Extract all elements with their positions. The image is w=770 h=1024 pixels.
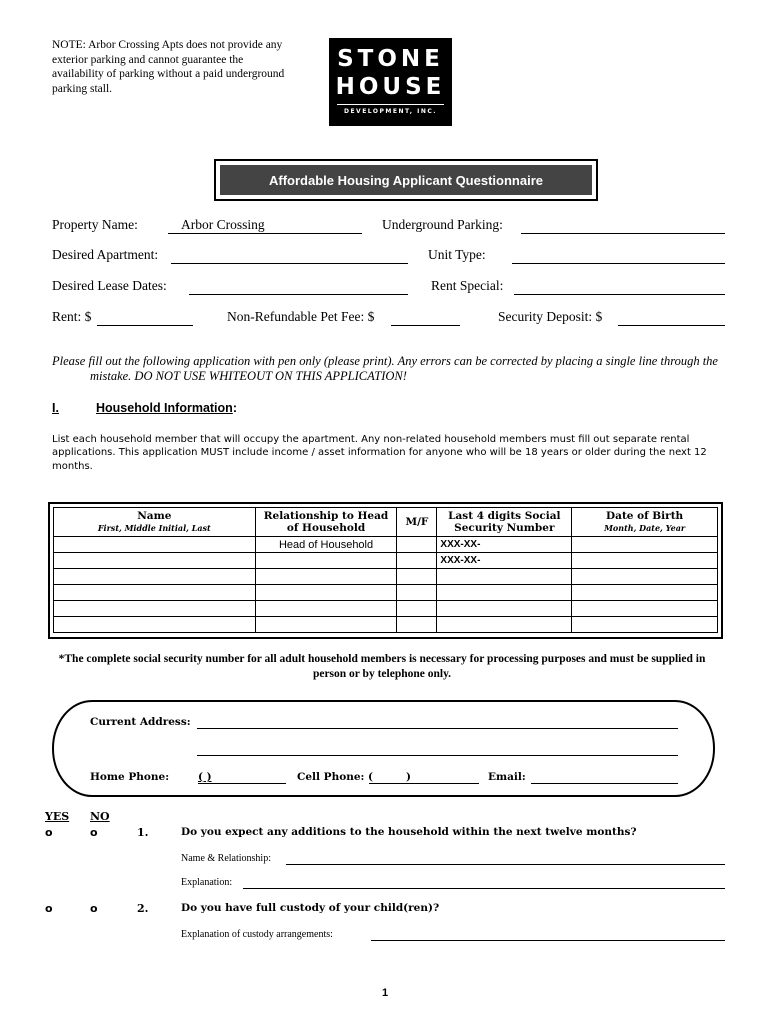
cell-relationship[interactable] (255, 601, 397, 617)
yes-header: YES (45, 810, 70, 823)
household-instructions: List each household member that will occupy the apartment. Any non-related household members must fill out separate rental applications. This application MUST include income / asset information for anyone who will be 18 years or older during the next 12 months. (52, 434, 707, 472)
cell-name[interactable] (54, 569, 256, 585)
table-header-row (54, 508, 718, 537)
cell-phone-label: Cell Phone: ( (297, 771, 374, 783)
header-relationship: Relationship to Head of Household (255, 508, 397, 537)
q1-explanation-label: Explanation: (181, 877, 233, 888)
cell-dob[interactable] (572, 617, 718, 633)
logo-divider (337, 104, 444, 105)
table-row (54, 537, 718, 553)
current-address-field-2[interactable] (197, 755, 678, 756)
table-row (54, 569, 718, 585)
q2-text: Do you have full custody of your child(ren)? (181, 902, 440, 914)
q1-yes-option[interactable]: o (45, 826, 53, 839)
q1-name-relationship-field[interactable] (286, 864, 725, 865)
cell-relationship[interactable] (255, 569, 397, 585)
underground-parking-field[interactable] (521, 233, 725, 234)
ssn-note: *The complete social security number for all adult household members is necessary for processing purposes and must be supplied in person or by telephone only. (58, 653, 706, 680)
rent-special-field[interactable] (514, 294, 725, 295)
cell-dob[interactable] (572, 601, 718, 617)
q2-explanation-label: Explanation of custody arrangements: (181, 929, 333, 940)
cell-ssn[interactable]: XXX-XX- (437, 553, 572, 569)
table-row (54, 617, 718, 633)
parking-note: NOTE: Arbor Crossing Apts does not provide any exterior parking and cannot guarantee the availability of parking without a paid underground parking stall. (52, 39, 285, 95)
cell-name[interactable] (54, 537, 256, 553)
table-row (54, 553, 718, 569)
logo-line-1: STONE (337, 46, 444, 72)
rent-field[interactable] (97, 325, 193, 326)
no-header: NO (90, 810, 110, 823)
home-phone-label: Home Phone: (90, 771, 170, 783)
cell-ssn[interactable]: XXX-XX- (437, 537, 572, 553)
logo-line-2: HOUSE (335, 74, 446, 100)
rent-special-label: Rent Special: (431, 278, 504, 293)
pet-fee-field[interactable] (391, 325, 460, 326)
cell-ssn[interactable] (437, 585, 572, 601)
section-number: I. (52, 401, 59, 415)
header-name-sub: First, Middle Initial, Last (97, 523, 211, 533)
cell-name[interactable] (54, 617, 256, 633)
household-table (53, 507, 718, 633)
header-name (54, 508, 256, 537)
logo-line-3: DEVELOPMENT, INC. (343, 108, 438, 115)
cell-name[interactable] (54, 601, 256, 617)
cell-ssn[interactable] (437, 617, 572, 633)
cell-relationship[interactable] (255, 585, 397, 601)
header-dob (572, 508, 718, 537)
cell-dob[interactable] (572, 537, 718, 553)
q1-no-option[interactable]: o (90, 826, 98, 839)
header-dob-label: Date of Birth (606, 510, 684, 522)
security-deposit-field[interactable] (618, 325, 725, 326)
cell-relationship[interactable] (255, 617, 397, 633)
q1-explanation-field[interactable] (243, 888, 725, 889)
cell-ssn[interactable] (437, 569, 572, 585)
q2-yes-option[interactable]: o (45, 902, 53, 915)
cell-mf[interactable] (397, 601, 437, 617)
cell-mf[interactable] (397, 569, 437, 585)
property-name-label: Property Name: (52, 217, 138, 232)
header-mf: M/F (397, 508, 437, 537)
home-phone-field[interactable] (198, 783, 286, 784)
cell-dob[interactable] (572, 569, 718, 585)
section-heading (96, 401, 237, 415)
cell-mf[interactable] (397, 537, 437, 553)
page-number: 1 (381, 987, 389, 999)
title-box (214, 159, 598, 201)
property-name-value: Arbor Crossing (181, 217, 265, 232)
cell-ssn[interactable] (437, 601, 572, 617)
desired-apartment-field[interactable] (171, 263, 408, 264)
q1-text: Do you expect any additions to the household within the next twelve months? (181, 826, 637, 838)
section-title: Household Information (96, 401, 233, 415)
q1-name-relationship-label: Name & Relationship: (181, 853, 271, 864)
cell-mf[interactable] (397, 585, 437, 601)
header-dob-sub: Month, Date, Year (604, 523, 686, 533)
instructions (52, 354, 732, 384)
email-label: Email: (488, 771, 526, 783)
underground-parking-label: Underground Parking: (382, 217, 503, 232)
cell-phone-field[interactable] (369, 783, 479, 784)
q2-explanation-field[interactable] (371, 940, 725, 941)
unit-type-field[interactable] (512, 263, 725, 264)
household-table-frame (48, 502, 723, 639)
instructions-text: Please fill out the following application with pen only (please print). Any errors can be corrected by placing a single line through the mistake. DO NOT USE WHITEOUT ON THIS APPLICATION! (52, 354, 718, 383)
desired-apartment-label: Desired Apartment: (52, 247, 159, 262)
cell-phone-close: ) (406, 771, 411, 783)
cell-mf[interactable] (397, 553, 437, 569)
rent-label: Rent: $ (52, 309, 92, 324)
cell-dob[interactable] (572, 553, 718, 569)
table-row (54, 585, 718, 601)
current-address-field[interactable] (197, 728, 678, 729)
header-ssn: Last 4 digits Social Security Number (437, 508, 572, 537)
cell-name[interactable] (54, 585, 256, 601)
email-field[interactable] (531, 783, 678, 784)
desired-lease-dates-field[interactable] (189, 294, 408, 295)
q2-no-option[interactable]: o (90, 902, 98, 915)
cell-relationship[interactable]: Head of Household (255, 537, 397, 553)
unit-type-label: Unit Type: (428, 247, 486, 262)
q2-number: 2. (137, 902, 149, 915)
security-deposit-label: Security Deposit: $ (498, 309, 603, 324)
home-phone-parens: ( ) (198, 771, 212, 783)
property-name-line[interactable] (168, 233, 362, 234)
section-colon: : (232, 401, 237, 415)
table-row (54, 601, 718, 617)
stone-house-logo (329, 38, 452, 126)
pet-fee-label: Non-Refundable Pet Fee: $ (227, 309, 375, 324)
page-title: Affordable Housing Applicant Questionnaire (220, 165, 592, 195)
cell-name[interactable] (54, 553, 256, 569)
cell-relationship[interactable] (255, 553, 397, 569)
current-address-label: Current Address: (90, 716, 191, 728)
cell-dob[interactable] (572, 585, 718, 601)
desired-lease-dates-label: Desired Lease Dates: (52, 278, 167, 293)
q1-number: 1. (137, 826, 149, 839)
cell-mf[interactable] (397, 617, 437, 633)
header-name-label: Name (137, 510, 172, 522)
